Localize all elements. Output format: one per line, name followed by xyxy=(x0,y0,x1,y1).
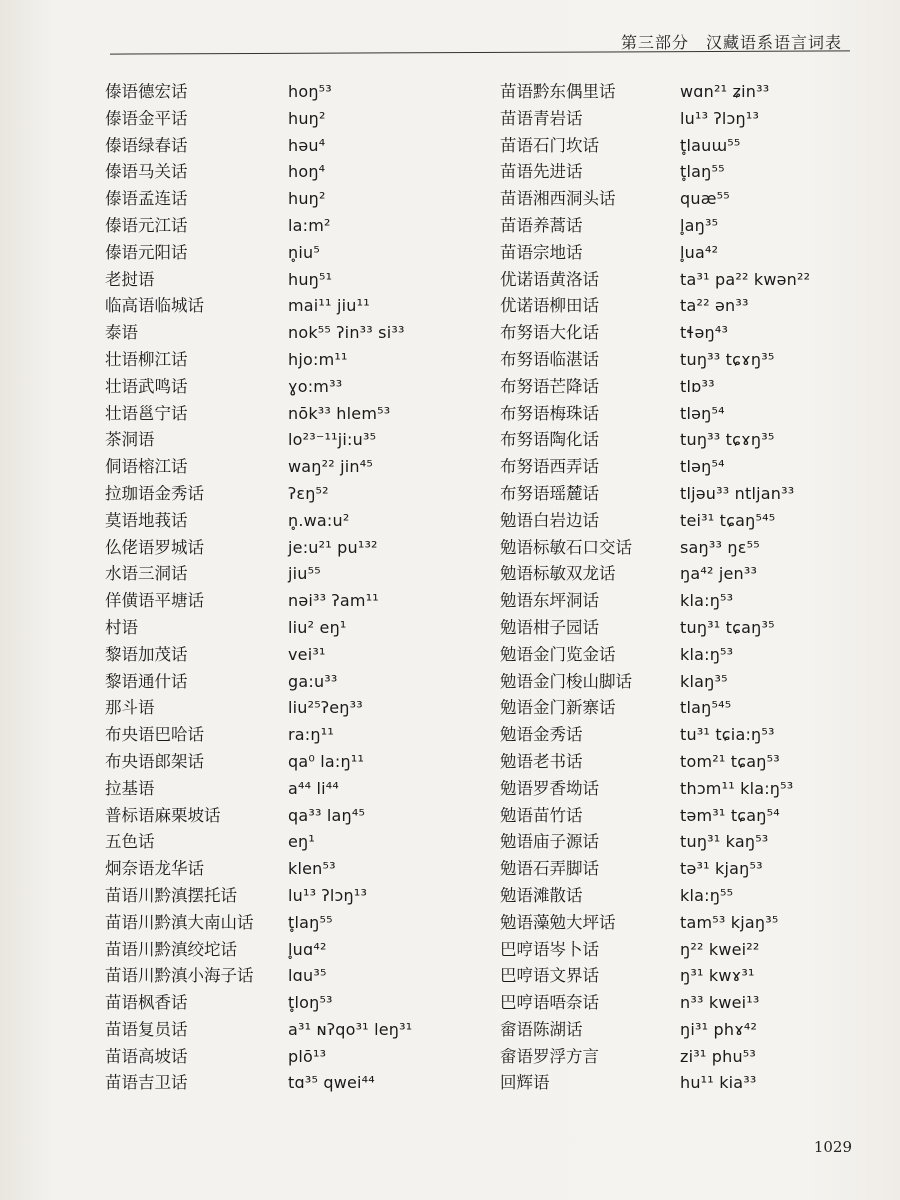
word-entry-row xyxy=(500,212,860,239)
phonetic-form: kla:ŋ⁵³ xyxy=(680,644,734,664)
word-entry-row xyxy=(105,641,490,668)
word-entry-row xyxy=(105,158,490,185)
word-entry-row xyxy=(105,105,490,132)
phonetic-form: je:u²¹ pu¹³² xyxy=(288,537,378,557)
phonetic-form: l̥aŋ³⁵ xyxy=(680,215,719,235)
phonetic-form: tom²¹ tɕaŋ⁵³ xyxy=(680,751,780,771)
language-name: 普标语麻栗坡话 xyxy=(105,805,221,825)
phonetic-form: kla:ŋ⁵⁵ xyxy=(680,885,734,905)
language-name: 苗语养蒿话 xyxy=(500,215,583,235)
phonetic-form: plō¹³ xyxy=(288,1046,327,1066)
word-entry-row xyxy=(105,480,490,507)
phonetic-form: tə³¹ kjaŋ⁵³ xyxy=(680,859,763,879)
phonetic-form: lo²³⁻¹¹ji:u³⁵ xyxy=(288,430,377,450)
phonetic-form: qa³³ laŋ⁴⁵ xyxy=(288,805,366,825)
language-name: 勉语藻勉大坪话 xyxy=(500,912,616,932)
language-name: 拉基语 xyxy=(105,778,155,798)
phonetic-form: klaŋ³⁵ xyxy=(680,671,728,691)
phonetic-form: hoŋ⁵³ xyxy=(288,82,332,101)
word-entry-row xyxy=(105,373,490,400)
language-name: 勉语滩散话 xyxy=(500,885,583,905)
word-entry-row xyxy=(500,158,860,185)
phonetic-form: t̥loŋ⁵³ xyxy=(288,993,333,1013)
word-entry-row xyxy=(105,855,490,882)
phonetic-form: saŋ³³ ŋɛ⁵⁵ xyxy=(680,537,760,557)
language-name: 勉语柑子园话 xyxy=(500,617,599,637)
word-entry-row xyxy=(500,346,860,373)
language-name: 巴哼语岑卜话 xyxy=(500,939,599,959)
phonetic-form: t̥laŋ⁵⁵ xyxy=(288,912,333,932)
word-entry-row xyxy=(500,748,860,775)
language-name: 壮语邕宁话 xyxy=(105,403,188,423)
language-name: 勉语白岩边话 xyxy=(500,510,599,530)
language-name: 佯僙语平塘话 xyxy=(105,591,204,611)
language-name: 傣语孟连话 xyxy=(105,189,188,209)
language-name: 布努语瑶麓话 xyxy=(500,483,599,503)
phonetic-form: tuŋ³¹ kaŋ⁵³ xyxy=(680,832,769,852)
phonetic-form: ŋ²² kwei²² xyxy=(680,939,760,959)
phonetic-form: quæ⁵⁵ xyxy=(680,189,730,209)
word-entry-row xyxy=(105,748,490,775)
left-column xyxy=(105,78,490,1096)
language-name: 苗语川黔滇小海子话 xyxy=(105,966,254,986)
language-name: 壮语武鸣话 xyxy=(105,376,188,396)
language-name: 侗语榕江话 xyxy=(105,457,188,477)
language-name: 巴哼语唔奈话 xyxy=(500,993,599,1013)
language-name: 村语 xyxy=(105,617,138,637)
language-name: 勉语金秀话 xyxy=(500,725,583,745)
word-entry-row xyxy=(500,560,860,587)
word-entry-row xyxy=(105,507,490,534)
phonetic-form: t̥lauɯ⁵⁵ xyxy=(680,135,741,155)
language-name: 苗语川黔滇摆托话 xyxy=(105,885,237,905)
language-name: 苗语川黔滇大南山话 xyxy=(105,912,254,932)
word-entry-row xyxy=(500,775,860,802)
language-name: 勉语庙子源话 xyxy=(500,832,599,852)
phonetic-form: thɔm¹¹ kla:ŋ⁵³ xyxy=(680,778,794,798)
word-entry-row xyxy=(105,1016,490,1043)
language-name: 水语三洞话 xyxy=(105,564,188,584)
phonetic-form: tei³¹ tɕaŋ⁵⁴⁵ xyxy=(680,510,776,530)
phonetic-form: l̥ua⁴² xyxy=(680,242,719,262)
language-name: 布央语巴哈话 xyxy=(105,725,204,745)
phonetic-form: huŋ⁵¹ xyxy=(288,269,333,289)
word-entry-row xyxy=(105,319,490,346)
word-entry-row xyxy=(105,587,490,614)
language-name: 勉语苗竹话 xyxy=(500,805,583,825)
word-entry-row xyxy=(500,426,860,453)
phonetic-form: hoŋ⁴ xyxy=(288,162,326,182)
page-number: 1029 xyxy=(813,1138,852,1156)
word-entry-row xyxy=(105,721,490,748)
language-name: 黎语通什话 xyxy=(105,671,188,691)
phonetic-form: tam⁵³ kjaŋ³⁵ xyxy=(680,912,779,932)
language-name: 苗语吉卫话 xyxy=(105,1073,188,1093)
language-name: 勉语东坪洞话 xyxy=(500,591,599,611)
word-entry-row xyxy=(500,587,860,614)
language-name: 泰语 xyxy=(105,323,138,343)
word-entry-row xyxy=(105,909,490,936)
phonetic-form: tuŋ³³ tɕɤŋ³⁵ xyxy=(680,430,775,450)
word-entry-row xyxy=(105,828,490,855)
phonetic-form: ŋi³¹ phɤ⁴² xyxy=(680,1019,758,1039)
word-entry-row xyxy=(105,426,490,453)
language-name: 布努语大化话 xyxy=(500,323,599,343)
phonetic-form: ta²² ən³³ xyxy=(680,296,749,316)
phonetic-form: la:m² xyxy=(288,215,331,235)
phonetic-form: tɑ³⁵ qwei⁴⁴ xyxy=(288,1073,375,1093)
phonetic-form: hjo:m¹¹ xyxy=(288,349,348,369)
word-entry-row xyxy=(105,212,490,239)
language-name: 傣语元江话 xyxy=(105,215,188,235)
word-entry-row xyxy=(105,132,490,159)
word-entry-row xyxy=(500,400,860,427)
word-entry-row xyxy=(105,668,490,695)
phonetic-form: huŋ² xyxy=(288,108,326,128)
word-entry-row xyxy=(105,346,490,373)
word-entry-row xyxy=(500,266,860,293)
language-name: 勉语标敏石口交话 xyxy=(500,537,632,557)
phonetic-form: l̥uɑ⁴² xyxy=(288,939,327,959)
word-entry-row xyxy=(105,614,490,641)
word-entry-row xyxy=(105,78,490,105)
language-name: 五色话 xyxy=(105,832,155,852)
phonetic-form: tləŋ⁵⁴ xyxy=(680,457,725,477)
phonetic-form: vei³¹ xyxy=(288,644,326,664)
word-entry-row xyxy=(105,453,490,480)
language-name: 壮语柳江话 xyxy=(105,349,188,369)
word-entry-row xyxy=(500,534,860,561)
language-name: 那斗语 xyxy=(105,698,155,718)
word-entry-row xyxy=(500,1069,860,1096)
language-name: 老挝语 xyxy=(105,269,155,289)
word-entry-row xyxy=(500,185,860,212)
word-entry-row xyxy=(500,855,860,882)
right-column xyxy=(500,78,860,1096)
word-entry-row xyxy=(500,721,860,748)
phonetic-form: n³³ kwei¹³ xyxy=(680,993,760,1013)
word-entry-row xyxy=(500,802,860,829)
phonetic-form: qa⁰ la:ŋ¹¹ xyxy=(288,751,365,771)
phonetic-form: ga:u³³ xyxy=(288,671,338,691)
phonetic-form: jiu⁵⁵ xyxy=(288,564,321,584)
word-entry-row xyxy=(105,239,490,266)
language-name: 布努语梅珠话 xyxy=(500,403,599,423)
language-name: 巴哼语文界话 xyxy=(500,966,599,986)
word-entry-row xyxy=(500,614,860,641)
word-entry-row xyxy=(500,480,860,507)
phonetic-form: nok⁵⁵ ʔin³³ si³³ xyxy=(288,323,405,343)
phonetic-form: tɬəŋ⁴³ xyxy=(680,323,729,343)
language-name: 苗语川黔滇绞坨话 xyxy=(105,939,237,959)
phonetic-form: lu¹³ ʔlɔŋ¹³ xyxy=(288,885,368,905)
running-header: 第三部分 汉藏语系语言词表 xyxy=(620,33,842,52)
phonetic-form: tuŋ³¹ tɕaŋ³⁵ xyxy=(680,617,775,637)
language-name: 畲语陈湖话 xyxy=(500,1019,583,1039)
language-name: 苗语复员话 xyxy=(105,1019,188,1039)
phonetic-form: ʔɛŋ⁵² xyxy=(288,483,329,503)
phonetic-form: lɑu³⁵ xyxy=(288,966,327,986)
language-name: 傣语金平话 xyxy=(105,108,188,128)
phonetic-form: liu²⁵ʔeŋ³³ xyxy=(288,698,363,718)
language-name: 勉语金门新寨话 xyxy=(500,698,616,718)
phonetic-form: eŋ¹ xyxy=(288,832,315,852)
language-name: 布努语西弄话 xyxy=(500,457,599,477)
phonetic-form: waŋ²² jin⁴⁵ xyxy=(288,457,374,477)
language-name: 畲语罗浮方言 xyxy=(500,1046,599,1066)
language-name: 布努语陶化话 xyxy=(500,430,599,450)
language-name: 傣语德宏话 xyxy=(105,82,188,101)
word-entry-row xyxy=(105,1069,490,1096)
language-name: 苗语青岩话 xyxy=(500,108,583,128)
language-name: 勉语石弄脚话 xyxy=(500,859,599,879)
language-name: 临高语临城话 xyxy=(105,296,204,316)
word-entry-row xyxy=(500,882,860,909)
phonetic-form: a⁴⁴ li⁴⁴ xyxy=(288,778,340,798)
phonetic-form: n̥iu⁵ xyxy=(288,242,320,262)
word-entry-row xyxy=(500,105,860,132)
language-name: 苗语黔东偶里话 xyxy=(500,82,616,101)
word-entry-row xyxy=(500,373,860,400)
language-name: 莫语地莪话 xyxy=(105,510,188,530)
phonetic-form: təm³¹ tɕaŋ⁵⁴ xyxy=(680,805,780,825)
word-entry-row xyxy=(105,560,490,587)
word-entry-row xyxy=(500,909,860,936)
language-name: 勉语罗香坳话 xyxy=(500,778,599,798)
word-entry-row xyxy=(500,989,860,1016)
phonetic-form: kla:ŋ⁵³ xyxy=(680,591,734,611)
word-entry-row xyxy=(105,1043,490,1070)
phonetic-form: tləŋ⁵⁴ xyxy=(680,403,725,423)
language-name: 傣语元阳话 xyxy=(105,242,188,262)
phonetic-form: nəi³³ ʔam¹¹ xyxy=(288,591,379,611)
language-name: 勉语标敏双龙话 xyxy=(500,564,616,584)
phonetic-form: ta³¹ pa²² kwən²² xyxy=(680,269,811,289)
word-entry-row xyxy=(500,936,860,963)
word-entry-row xyxy=(105,989,490,1016)
language-name: 苗语湘西洞头话 xyxy=(500,189,616,209)
phonetic-form: liu² eŋ¹ xyxy=(288,617,347,637)
phonetic-form: tuŋ³³ tɕɤŋ³⁵ xyxy=(680,349,775,369)
language-name: 优诺语柳田话 xyxy=(500,296,599,316)
language-name: 勉语金门梭山脚话 xyxy=(500,671,632,691)
phonetic-form: tlaŋ⁵⁴⁵ xyxy=(680,698,732,718)
word-entry-row xyxy=(105,936,490,963)
language-name: 拉珈语金秀话 xyxy=(105,483,204,503)
word-entry-row xyxy=(105,292,490,319)
language-name: 苗语宗地话 xyxy=(500,242,583,262)
phonetic-form: nōk³³ hlem⁵³ xyxy=(288,403,391,423)
word-entry-row xyxy=(500,828,860,855)
phonetic-form: həu⁴ xyxy=(288,135,326,155)
language-name: 苗语枫香话 xyxy=(105,993,188,1013)
phonetic-form: ra:ŋ¹¹ xyxy=(288,725,334,745)
language-name: 茶洞语 xyxy=(105,430,155,450)
word-entry-row xyxy=(105,962,490,989)
word-entry-row xyxy=(105,534,490,561)
phonetic-form: tlɒ³³ xyxy=(680,376,715,396)
phonetic-form: mai¹¹ jiu¹¹ xyxy=(288,296,370,316)
word-entry-row xyxy=(500,453,860,480)
language-name: 布央语郎架话 xyxy=(105,751,204,771)
phonetic-form: ɣo:m³³ xyxy=(288,376,343,396)
phonetic-form: tljəu³³ ntljan³³ xyxy=(680,483,795,503)
word-entry-row xyxy=(500,292,860,319)
word-entry-row xyxy=(105,694,490,721)
language-name: 炯奈语龙华话 xyxy=(105,859,204,879)
phonetic-form: n̥.wa:u² xyxy=(288,510,350,530)
language-name: 苗语先进话 xyxy=(500,162,583,182)
word-entry-row xyxy=(105,802,490,829)
language-name: 苗语石门坎话 xyxy=(500,135,599,155)
word-entry-row xyxy=(500,962,860,989)
word-entry-row xyxy=(500,239,860,266)
phonetic-form: lu¹³ ʔlɔŋ¹³ xyxy=(680,108,760,128)
language-name: 勉语金门览金话 xyxy=(500,644,616,664)
phonetic-form: huŋ² xyxy=(288,189,326,209)
language-name: 仫佬语罗城话 xyxy=(105,537,204,557)
word-entry-row xyxy=(500,132,860,159)
word-entry-row xyxy=(500,507,860,534)
phonetic-form: zi³¹ phu⁵³ xyxy=(680,1046,757,1066)
phonetic-form: a³¹ ɴʔqo³¹ leŋ³¹ xyxy=(288,1019,413,1039)
language-name: 傣语马关话 xyxy=(105,162,188,182)
word-entry-row xyxy=(105,775,490,802)
language-name: 黎语加茂话 xyxy=(105,644,188,664)
word-entry-row xyxy=(105,882,490,909)
phonetic-form: hu¹¹ kia³³ xyxy=(680,1073,757,1093)
phonetic-form: klen⁵³ xyxy=(288,859,336,879)
phonetic-form: tu³¹ tɕia:ŋ⁵³ xyxy=(680,725,775,745)
word-entry-row xyxy=(500,641,860,668)
language-name: 布努语临湛话 xyxy=(500,349,599,369)
phonetic-form: ŋa⁴² jen³³ xyxy=(680,564,758,584)
word-entry-row xyxy=(500,78,860,105)
language-name: 勉语老书话 xyxy=(500,751,583,771)
word-entry-row xyxy=(500,694,860,721)
language-name: 苗语高坡话 xyxy=(105,1046,188,1066)
word-entry-row xyxy=(500,668,860,695)
language-name: 优诺语黄洛话 xyxy=(500,269,599,289)
word-entry-row xyxy=(500,319,860,346)
phonetic-form: wɑn²¹ ʑin³³ xyxy=(680,82,770,101)
phonetic-form: t̥laŋ⁵⁵ xyxy=(680,162,725,182)
language-name: 布努语芒降话 xyxy=(500,376,599,396)
word-entry-row xyxy=(105,400,490,427)
language-name: 傣语绿春话 xyxy=(105,135,188,155)
word-entry-row xyxy=(500,1043,860,1070)
word-entry-row xyxy=(105,185,490,212)
word-entry-row xyxy=(105,266,490,293)
language-name: 回辉语 xyxy=(500,1073,550,1093)
word-entry-row xyxy=(500,1016,860,1043)
phonetic-form: ŋ³¹ kwɤ³¹ xyxy=(680,966,755,986)
